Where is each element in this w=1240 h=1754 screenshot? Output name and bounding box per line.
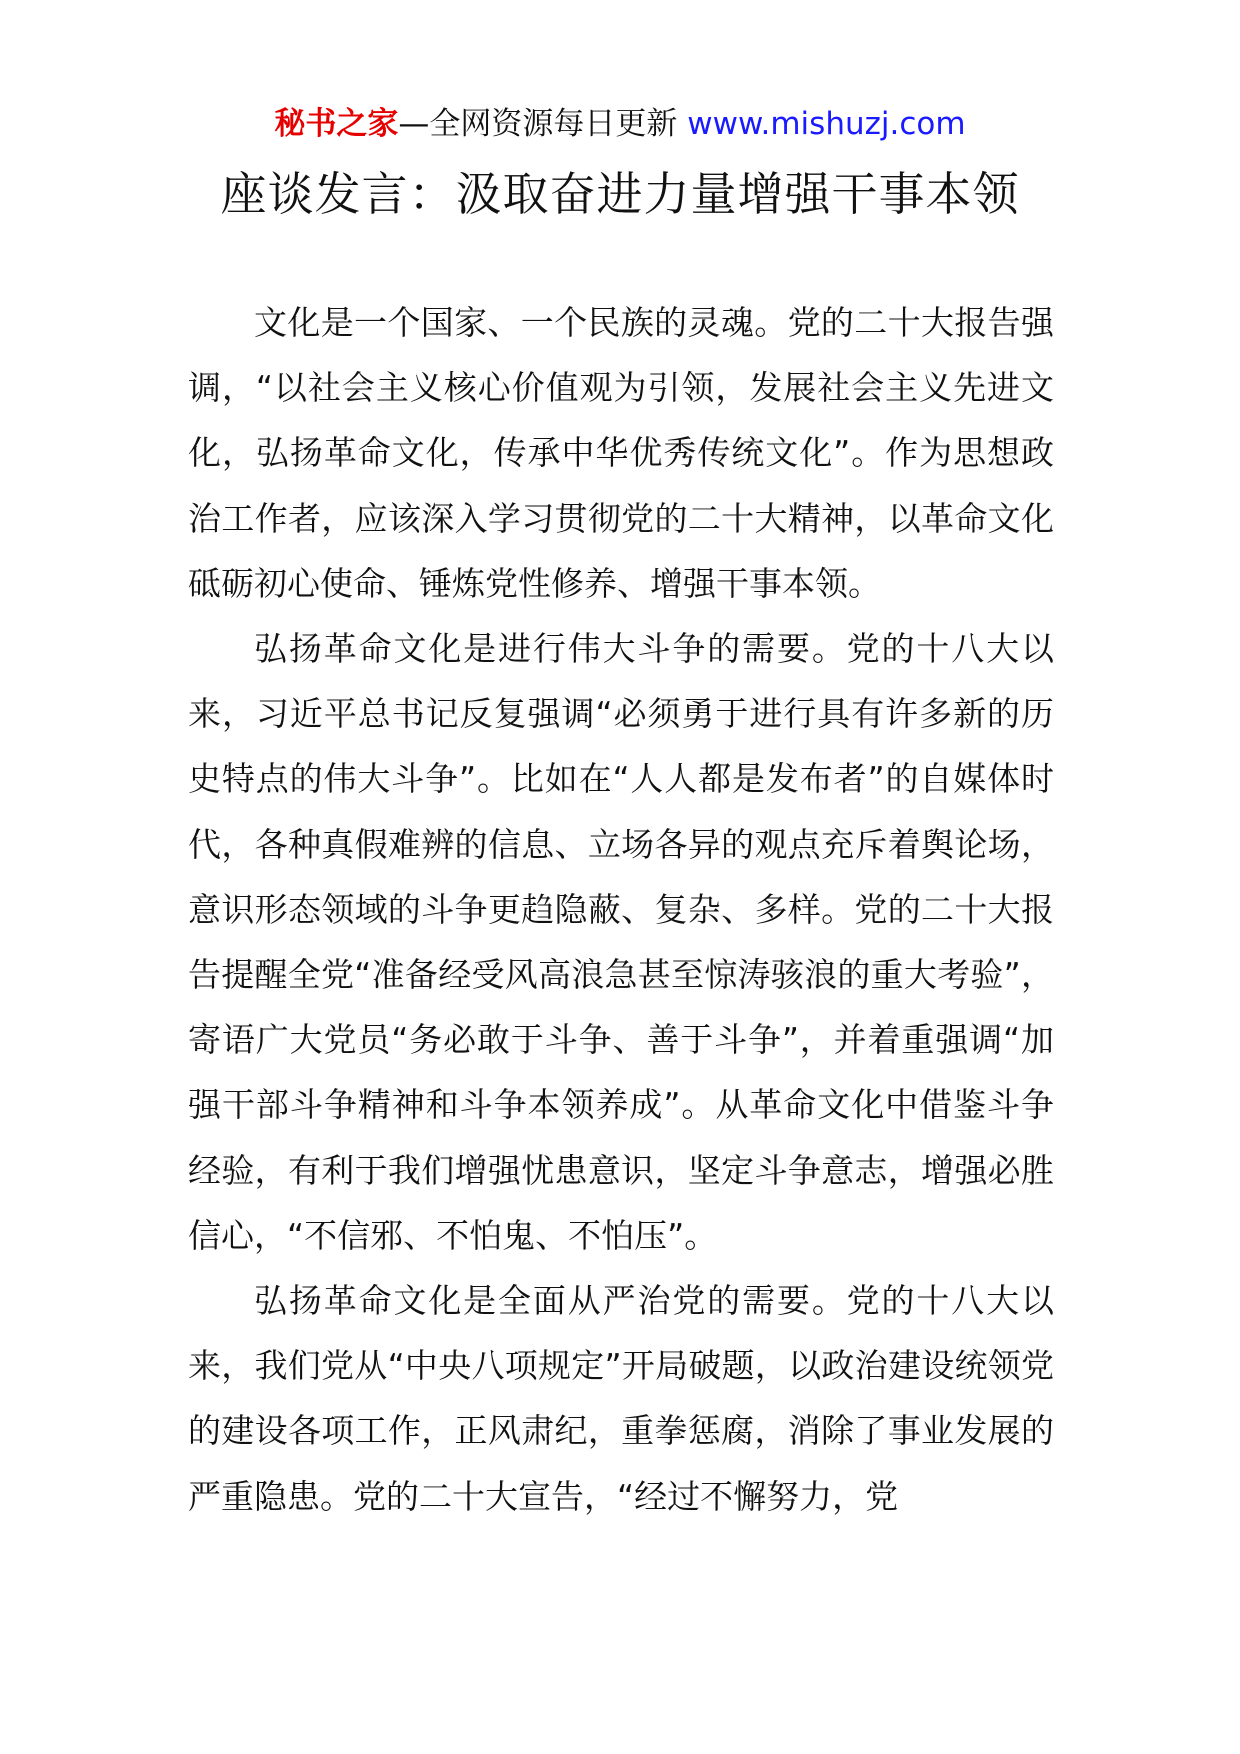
site-header [0,102,1240,146]
paragraph: 弘扬革命文化是进行伟大斗争的需要。党的十八大以来，习近平总书记反复强调“必须勇于进行具有许多新的历史特点的伟大斗争”。比如在“人人都是发布者”的自媒体时代，各种真假难辨的信息、立场各异的观点充斥着舆论场，意识形态领域的斗争更趋隐蔽、复杂、多样。党的二十大报告提醒全党“准备经受风高浪急甚至惊涛骇浪的重大考验”，寄语广大党员“务必敢于斗争、善于斗争”，并着重强调“加强干部斗争精神和斗争本领养成”。从革命文化中借鉴斗争经验，有利于我们增强忧患意识，坚定斗争意志，增强必胜信心，“不信邪、不怕鬼、不怕压”。 [188,629,1054,1255]
paragraph: 文化是一个国家、一个民族的灵魂。党的二十大报告强调，“以社会主义核心价值观为引领，发展社会主义先进文化，弘扬革命文化，传承中华优秀传统文化”。作为思想政治工作者，应该深入学习贯彻党的二十大精神，以革命文化砥砺初心使命、锤炼党性修养、增强干事本领。 [188,303,1054,603]
document-body [188,290,1054,1529]
site-url-link[interactable]: www.mishuzj.com [687,106,966,142]
site-brand: 秘书之家 [274,106,399,142]
paragraph: 弘扬革命文化是全面从严治党的需要。党的十八大以来，我们党从“中央八项规定”开局破题，以政治建设统领党的建设各项工作，正风肃纪，重拳惩腐，消除了事业发展的严重隐患。党的二十大宣告，“经过不懈努力，党 [188,1281,1054,1516]
document-title: 座谈发言：汲取奋进力量增强干事本领 [220,167,1020,221]
site-tagline: —全网资源每日更新 [398,106,678,142]
